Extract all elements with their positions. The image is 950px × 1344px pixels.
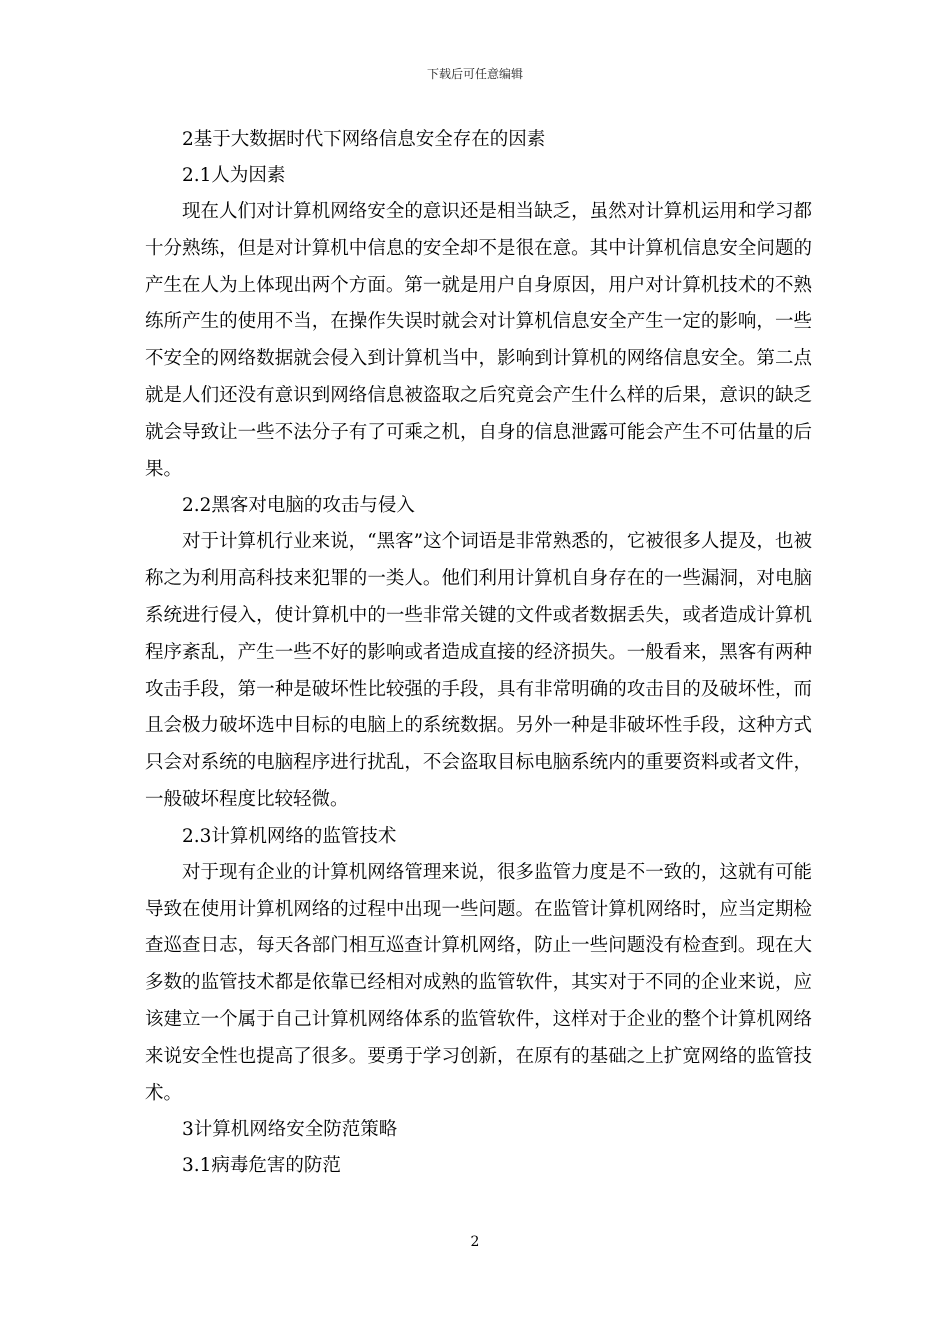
body-paragraph: 对于现有企业的计算机网络管理来说，很多监管力度是不一致的，这就有可能导致在使用计算机网络的过程中出现一些问题。在监管计算机网络时，应当定期检查巡查日志，每天各部门相互巡查计算机网络，防止一些问题没有检查到。现在大多数的监管技术都是依靠已经相对成熟的监管软件，其实对于不同的企业来说，应该建立一个属于自己计算机网络体系的监管软件，这样对于企业的整个计算机网络来说安全性也提高了很多。要勇于学习创新，在原有的基础之上扩宽网络的监管技术。 [145, 861, 812, 1104]
section-heading: 2.1人为因素 [182, 165, 286, 186]
header-note: 下载后可任意编辑 [426, 67, 523, 81]
document-body [145, 122, 812, 1184]
section-heading: 3.1病毒危害的防范 [182, 1155, 341, 1177]
section-heading: 3计算机网络安全防范策略 [182, 1119, 398, 1141]
body-paragraph: 现在人们对计算机网络安全的意识还是相当缺乏，虽然对计算机运用和学习都十分熟练，但是对计算机中信息的安全却不是很在意。其中计算机信息安全问题的产生在人为上体现出两个方面。第一就是用户自身原因，用户对计算机技术的不熟练所产生的使用不当，在操作失误时就会对计算机信息安全产生一定的影响，一些不安全的网络数据就会侵入到计算机当中，影响到计算机的网络信息安全。第二点就是人们还没有意识到网络信息被盗取之后究竟会产生什么样的后果，意识的缺乏就会导致让一些不法分子有了可乘之机，自身的信息泄露可能会产生不可估量的后果。 [145, 201, 812, 480]
section-heading: 2基于大数据时代下网络信息安全存在的因素 [182, 129, 546, 150]
section-heading: 2.2黑客对电脑的攻击与侵入 [182, 495, 415, 517]
page-number: 2 [470, 1234, 480, 1250]
section-heading: 2.3计算机网络的监管技术 [182, 825, 397, 847]
body-paragraph: 对于计算机行业来说，“黑客”这个词语是非常熟悉的，它被很多人提及，也被称之为利用高科技来犯罪的一类人。他们利用计算机自身存在的一些漏洞，对电脑系统进行侵入，使计算机中的一些非常关键的文件或者数据丢失，或者造成计算机程序紊乱，产生一些不好的影响或者造成直接的经济损失。一般看来，黑客有两种攻击手段，第一种是破坏性比较强的手段，具有非常明确的攻击目的及破坏性，而且会极力破坏选中目标的电脑上的系统数据。另外一种是非破坏性手段，这种方式只会对系统的电脑程序进行扰乱，不会盗取目标电脑系统内的重要资料或者文件，一般破坏程度比较轻微。 [145, 531, 812, 810]
